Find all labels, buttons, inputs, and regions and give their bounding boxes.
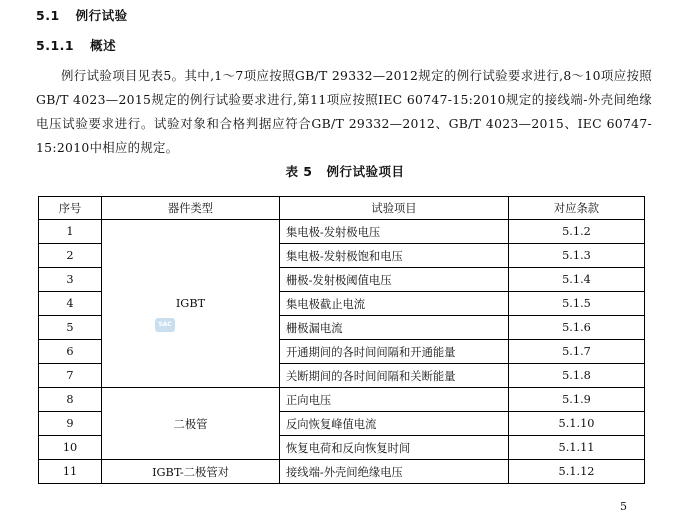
cell-clause: 5.1.12 <box>509 460 645 484</box>
cell-serial: 9 <box>39 412 102 436</box>
cell-clause: 5.1.8 <box>509 364 645 388</box>
cell-serial: 11 <box>39 460 102 484</box>
cell-serial: 4 <box>39 292 102 316</box>
cell-clause: 5.1.6 <box>509 316 645 340</box>
section-title: 例行试验 <box>75 8 128 23</box>
cell-clause: 5.1.4 <box>509 268 645 292</box>
cell-test-item: 集电极-发射极饱和电压 <box>280 244 509 268</box>
table-caption <box>0 162 690 180</box>
cell-test-item: 栅极-发射极阈值电压 <box>280 268 509 292</box>
cell-test-item: 恢复电荷和反向恢复时间 <box>280 436 509 460</box>
table-header-row <box>39 197 645 220</box>
cell-serial: 2 <box>39 244 102 268</box>
cell-device-type: IGBT-二极管对 <box>102 460 280 484</box>
cell-serial: 7 <box>39 364 102 388</box>
cell-serial: 8 <box>39 388 102 412</box>
cell-serial: 1 <box>39 220 102 244</box>
cell-test-item: 集电极截止电流 <box>280 292 509 316</box>
cell-clause: 5.1.7 <box>509 340 645 364</box>
table-caption-title: 例行试验项目 <box>326 164 405 179</box>
cell-test-item: 关断期间的各时间间隔和关断能量 <box>280 364 509 388</box>
cell-test-item: 正向电压 <box>280 388 509 412</box>
cell-clause: 5.1.9 <box>509 388 645 412</box>
cell-clause: 5.1.3 <box>509 244 645 268</box>
header-serial: 序号 <box>39 197 102 220</box>
cell-clause: 5.1.2 <box>509 220 645 244</box>
subsection-number: 5.1.1 <box>36 38 75 53</box>
cell-serial: 5 <box>39 316 102 340</box>
table-row <box>39 388 645 412</box>
cell-device-type: IGBT <box>102 220 280 388</box>
header-clause: 对应条款 <box>509 197 645 220</box>
subsection-heading <box>36 36 116 54</box>
cell-test-item: 接线端-外壳间绝缘电压 <box>280 460 509 484</box>
cell-test-item: 栅极漏电流 <box>280 316 509 340</box>
cell-serial: 3 <box>39 268 102 292</box>
cell-test-item: 开通期间的各时间间隔和开通能量 <box>280 340 509 364</box>
cell-clause: 5.1.5 <box>509 292 645 316</box>
cell-test-item: 反向恢复峰值电流 <box>280 412 509 436</box>
cell-serial: 10 <box>39 436 102 460</box>
table-caption-number: 表 5 <box>285 164 313 179</box>
table-row <box>39 220 645 244</box>
cell-test-item: 集电极-发射极电压 <box>280 220 509 244</box>
header-device-type: 器件类型 <box>102 197 280 220</box>
section-number: 5.1 <box>36 8 60 23</box>
routine-test-table <box>38 196 645 484</box>
page-number: 5 <box>620 500 627 513</box>
table-row <box>39 460 645 484</box>
subsection-title: 概述 <box>90 38 117 53</box>
cell-clause: 5.1.10 <box>509 412 645 436</box>
overview-paragraph: 例行试验项目见表5。其中,1～7项应按照GB/T 29332—2012规定的例行试验要求进行,8～10项应按照GB/T 4023—2015规定的例行试验要求进行,第11项应按照IEC 60747-15:2010规定的接线端-外壳间绝缘电压试验要求进行。试验对象和合格判据应符合GB/T 29332—2012、GB/T 4023—2015、IEC 60747-15:2010中相应的规定。 <box>36 68 652 155</box>
cell-serial: 6 <box>39 340 102 364</box>
cell-clause: 5.1.11 <box>509 436 645 460</box>
section-heading <box>36 6 128 24</box>
cell-device-type: 二极管 <box>102 388 280 460</box>
header-test-item: 试验项目 <box>280 197 509 220</box>
watermark-stamp: SAC <box>155 318 175 332</box>
